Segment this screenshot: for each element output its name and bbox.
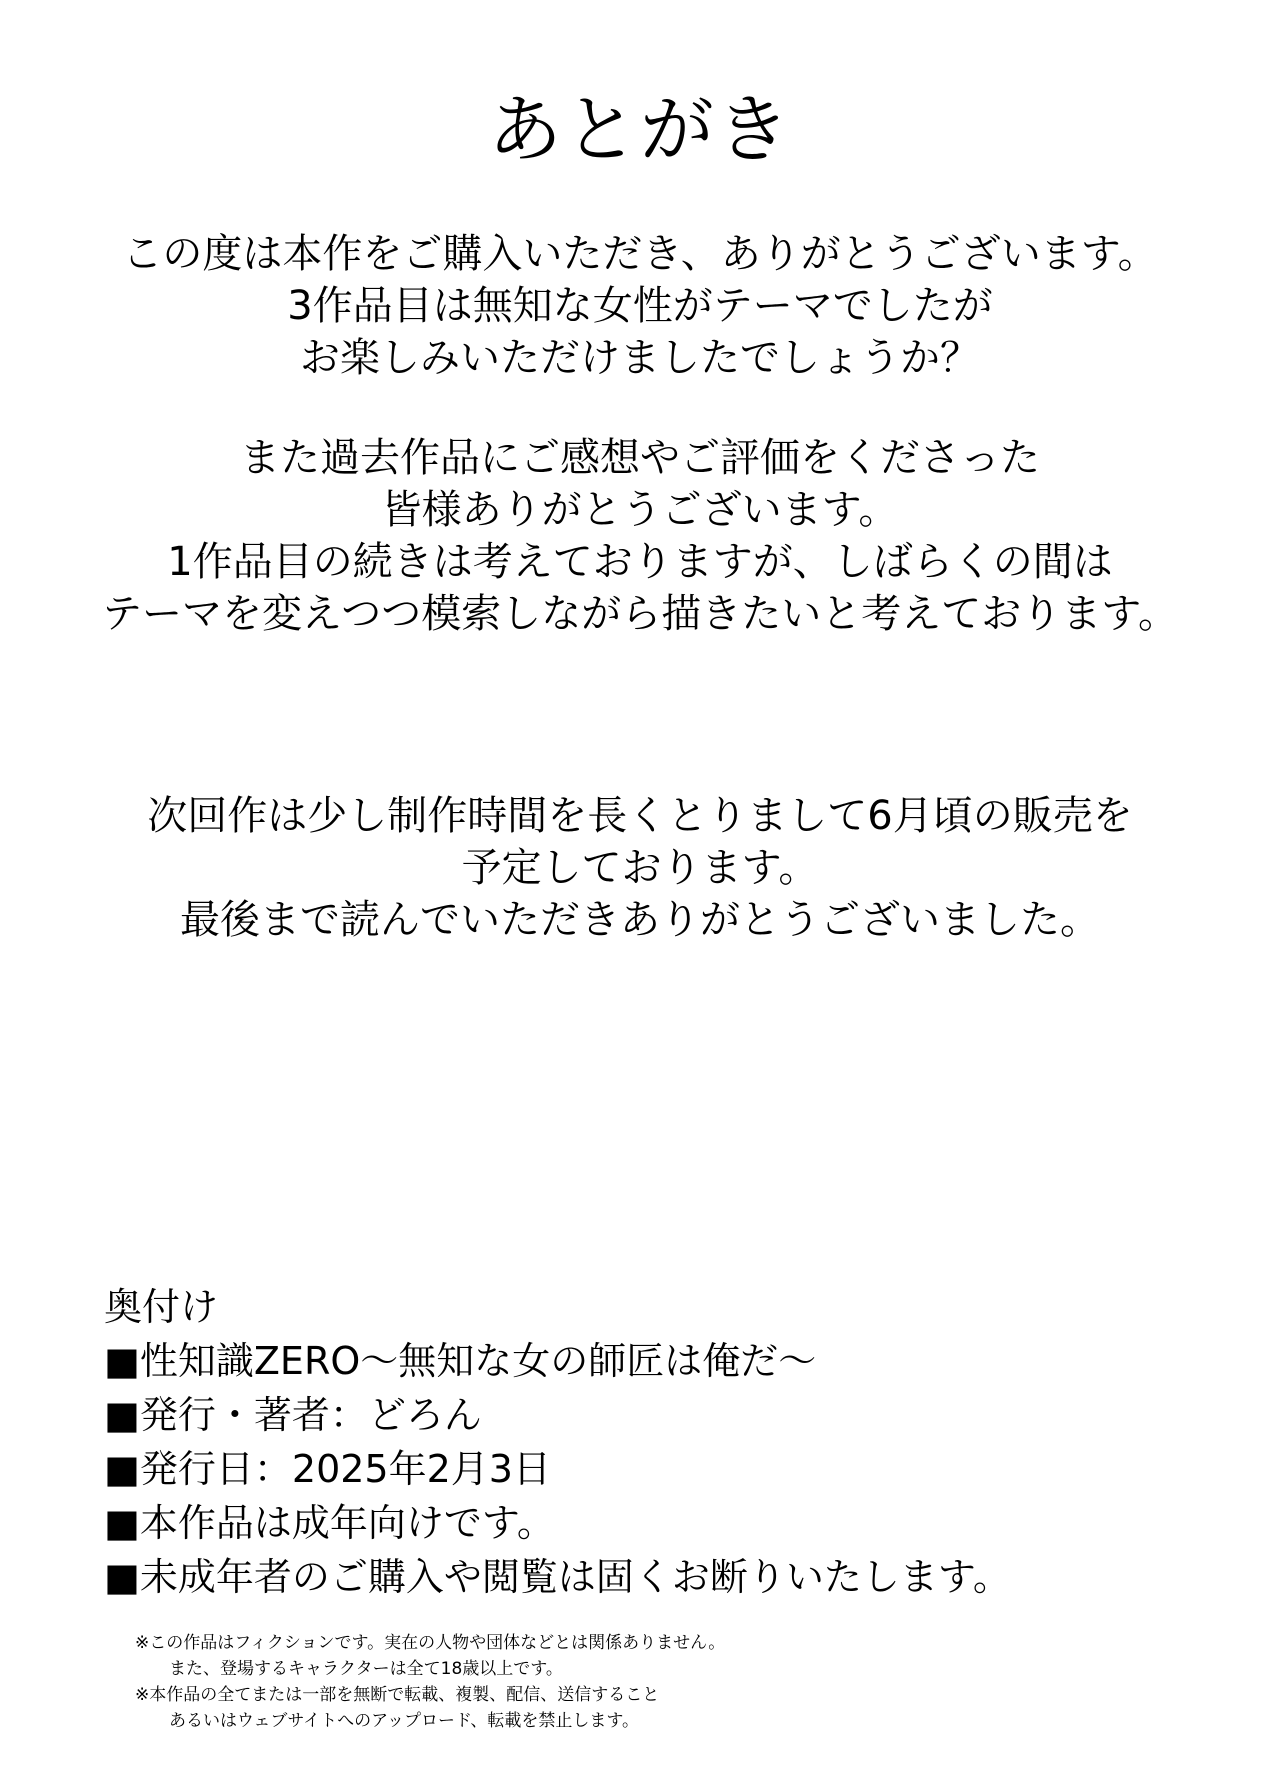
paragraph-past-works <box>0 432 1280 640</box>
colophon-item-title: ■性知識ZERO～無知な女の師匠は俺だ～ <box>104 1339 817 1383</box>
colophon-item-minors: ■未成年者のご購入や閲覧は固くお断りいたします。 <box>104 1555 1011 1599</box>
note-line: ※この作品はフィクションです。実在の人物や団体などとは関係ありません。 <box>135 1633 726 1653</box>
paragraph-line: お楽しみいただけましたでしょうか？ <box>300 335 980 381</box>
paragraph-line: また過去作品にご感想やご評価をくださった <box>240 435 1040 481</box>
colophon <box>104 1280 1011 1604</box>
paragraph-line: 最後まで読んでいただきありがとうございました。 <box>180 897 1100 943</box>
page-title: あとがき <box>488 87 792 173</box>
note-line: また、登場するキャラクターは全て18歳以上です。 <box>169 1659 563 1679</box>
paragraph-thanks <box>0 228 1280 384</box>
disclaimer-notes <box>135 1630 725 1734</box>
paragraph-line: 予定しております。 <box>461 845 819 891</box>
colophon-item-rating: ■本作品は成年向けです。 <box>104 1501 555 1545</box>
paragraph-next-work <box>0 790 1280 946</box>
paragraph-line: テーマを変えつつ模索しながら描きたいと考えております。 <box>102 591 1178 637</box>
paragraph-line: 皆様ありがとうございます。 <box>381 487 899 533</box>
paragraph-line: 3作品目は無知な女性がテーマでしたが <box>287 283 993 329</box>
colophon-item-date: ■発行日：2025年2月3日 <box>104 1447 551 1491</box>
colophon-heading: 奥付け <box>104 1285 219 1329</box>
paragraph-line: 1作品目の続きは考えておりますが、しばらくの間は <box>167 539 1113 585</box>
paragraph-line: この度は本作をご購入いただき、ありがとうございます。 <box>122 231 1158 277</box>
note-line: ※本作品の全てまたは一部を無断で転載、複製、配信、送信すること <box>135 1685 660 1705</box>
paragraph-line: 次回作は少し制作時間を長くとりまして6月頃の販売を <box>147 793 1133 839</box>
colophon-item-author: ■発行・著者：どろん <box>104 1393 482 1437</box>
note-line: あるいはウェブサイトへのアップロード、転載を禁止します。 <box>169 1711 640 1731</box>
